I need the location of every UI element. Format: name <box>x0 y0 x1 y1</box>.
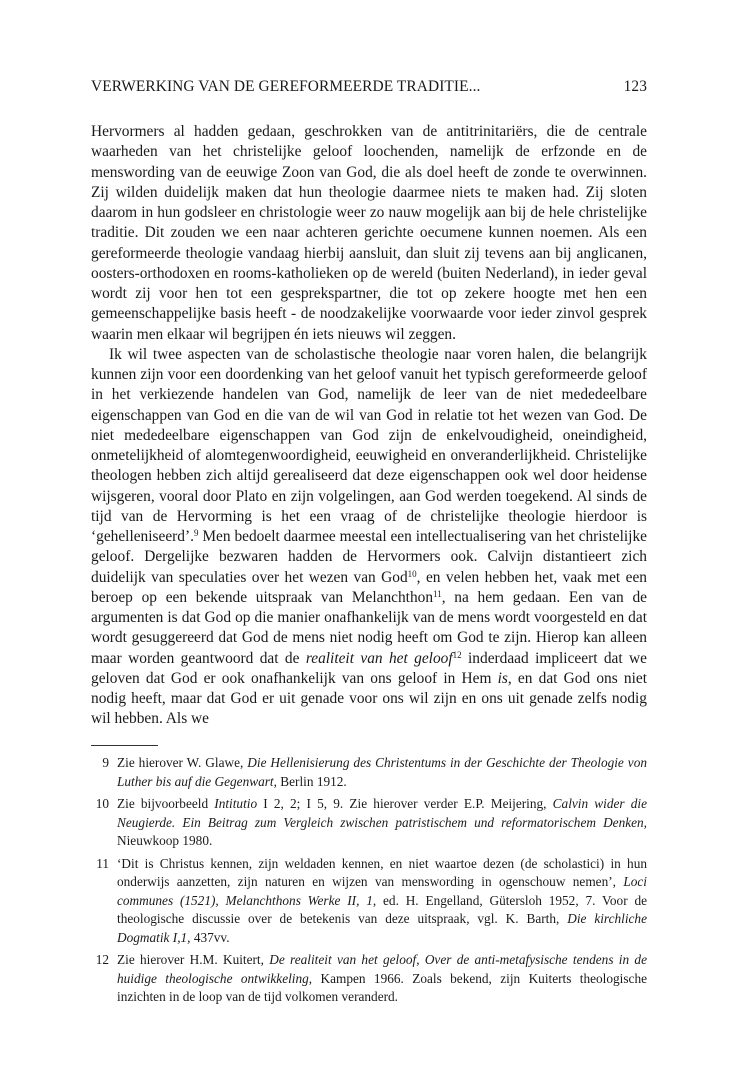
paragraph-2-text-e: inderdaad impliceert dat we geloven dat God er ook onafhankelijk van ons geloof in Hem <box>91 649 647 687</box>
footnote-ref-11: 11 <box>433 588 442 599</box>
paragraph-2 <box>91 345 647 730</box>
footnote-number: 11 <box>96 855 109 871</box>
paragraph-2-italic-is: is <box>497 669 508 687</box>
footnote-text: Zie hierover W. Glawe, <box>117 755 248 770</box>
footnote-italic: Loci communes (1521), Melanchthons Werke II, 1 <box>117 874 647 908</box>
footnote-text: ‘Dit is Christus kennen, zijn weldaden kennen, en niet waartoe dezen (de scholastici) in hun onderwijs aanzetten, zijn naturen en wijzen van menswording in ogenschouw nemen’, <box>117 855 647 889</box>
footnote-separator <box>91 745 158 746</box>
footnote-number: 10 <box>95 796 109 811</box>
footnote-10 <box>91 795 647 851</box>
footnote-text: I 2, 2; I 5, 9. Zie hierover verder E.P. Meijering, <box>257 796 553 811</box>
running-header <box>91 76 647 98</box>
footnote-text: Nieuwkoop 1980. <box>117 833 213 848</box>
footnote-italic: Calvin wider die Neugierde. Ein Beitrag zum Vergleich zwischen patristischem und reformatorischem Denken, <box>117 796 647 830</box>
paragraph-2-text-c: , en velen hebben het, vaak met een beroep op een bekende uitspraak van Melanchthon <box>91 568 647 606</box>
paragraph-2-italic-realiteit: realiteit van het geloof <box>305 649 453 667</box>
footnote-italic: Die kirchliche Dogmatik I,1 <box>117 911 647 945</box>
body-text <box>91 122 647 730</box>
footnote-ref-10: 10 <box>407 568 417 579</box>
footnote-ref-9: 9 <box>193 528 199 538</box>
footnote-italic: De realiteit van het geloof, Over de anti-metafysische tendens in de huidige theologische ontwikkeling <box>117 952 647 986</box>
footnote-text: , Kampen 1966. Zoals bekend, zijn Kuiterts theologische inzichten in de loop van de tijd volkomen veranderd. <box>117 970 647 1004</box>
footnote-11 <box>91 855 647 948</box>
footnote-number: 9 <box>102 755 109 770</box>
footnote-12 <box>91 951 647 1007</box>
footnote-text: , ed. H. Engelland, Gütersloh 1952, 7. Voor de theologische discussie over de betekenis van deze uitspraak, vgl. K. Barth, <box>117 892 647 926</box>
footnote-text: , Berlin 1912. <box>273 773 347 789</box>
paragraph-2-text-d: , na hem gedaan. Een van de argumenten is dat God op die manier onafhankelijk van de mens wordt voorgesteld en dat wordt gesuggereerd dat God de mens niet nodig heeft om God te zijn. Hierop kan alleen maar worden geantwoord dat de <box>91 588 647 667</box>
footnote-number: 12 <box>95 952 109 967</box>
paragraph-1: Hervormers al hadden gedaan, geschrokken van de antitrinitariërs, die de centrale waarheden van het christelijke geloof loochenden, namelijk de erfzonde en de menswording van de eeuwige Zoon van God, die als doel heeft de zonde te overwinnen. Zij wilden duidelijk maken dat hun theologie daarmee niets te maken had. Zij sloten daarom in hun godsleer en christologie weer zo nauw mogelijk aan bij de hele christelijke traditie. Dit zouden we een naar achteren gerichte oecumene kunnen noemen. Als een gereformeerde theologie vandaag hierbij aansluit, dan sluit zij tevens aan bij anglicanen, oosters-orthodoxen en rooms-katholieken op de wereld (buiten Nederland), in ieder geval wordt zij voor hen tot een gesprekspartner, die tot op zekere hoogte met hen een gemeenschappelijke basis heeft - de noodzakelijke voorwaarde voor ieder zinvol gesprek waarin men elkaar wil begrijpen én iets nieuws wil zeggen. <box>91 123 647 343</box>
paragraph-2-text-b: Men bedoelt daarmee meestal een intellectualisering van het christelijke geloof. Dergelijke bezwaren hadden de Hervormers ook. Calvijn distantieert zich duidelijk van speculaties over het wezen van God <box>91 528 647 586</box>
page-number: 123 <box>623 78 647 95</box>
footnote-italic: Die Hellenisierung des Christentums in der Geschichte der Theologie von Luther bis auf die Gegenwart <box>117 755 647 789</box>
paragraph-2-text-f: , en dat God ons niet nodig heeft, maar dat God er uit genade voor ons wil zijn en ons uit genade zelfs nodig wil hebben. Als we <box>91 669 647 728</box>
footnote-9 <box>91 754 647 791</box>
footnote-text: Zie hierover H.M. Kuitert, <box>117 952 270 967</box>
footnotes <box>91 754 647 1011</box>
footnote-text: Zie bijvoorbeeld <box>117 796 215 811</box>
running-title: VERWERKING VAN DE GEREFORMEERDE TRADITIE... <box>91 78 481 95</box>
footnote-text: , 437vv. <box>187 929 230 945</box>
footnote-ref-12: 12 <box>452 649 462 660</box>
footnote-italic: Intitutio <box>214 796 258 811</box>
paragraph-2-text-a: Ik wil twee aspecten van de scholastische theologie naar voren halen, die belangrijk kunnen zijn voor een doordenking van het geloof vanuit het typisch gereformeerde geloof in het verkiezende handelen van God, namelijk de leer van de niet mededeelbare eigenschappen van God en die van de wil van God in relatie tot het wezen van God. De niet mededeelbare eigenschappen van God zijn de enkelvoudigheid, oneindigheid, onmetelijkheid of alomtegenwoordigheid, eeuwigheid en onveranderlijkheid. Christelijke theologen hebben zich altijd gerealiseerd dat deze eigenschappen ook wel door heidense wijsgeren, vooral door Plato en zijn volgelingen, aan God werden toegekend. Al sinds de tijd van de Hervorming is het een vraag of de christelijke theologie hierdoor is ‘gehelleniseerd’. <box>91 345 647 545</box>
